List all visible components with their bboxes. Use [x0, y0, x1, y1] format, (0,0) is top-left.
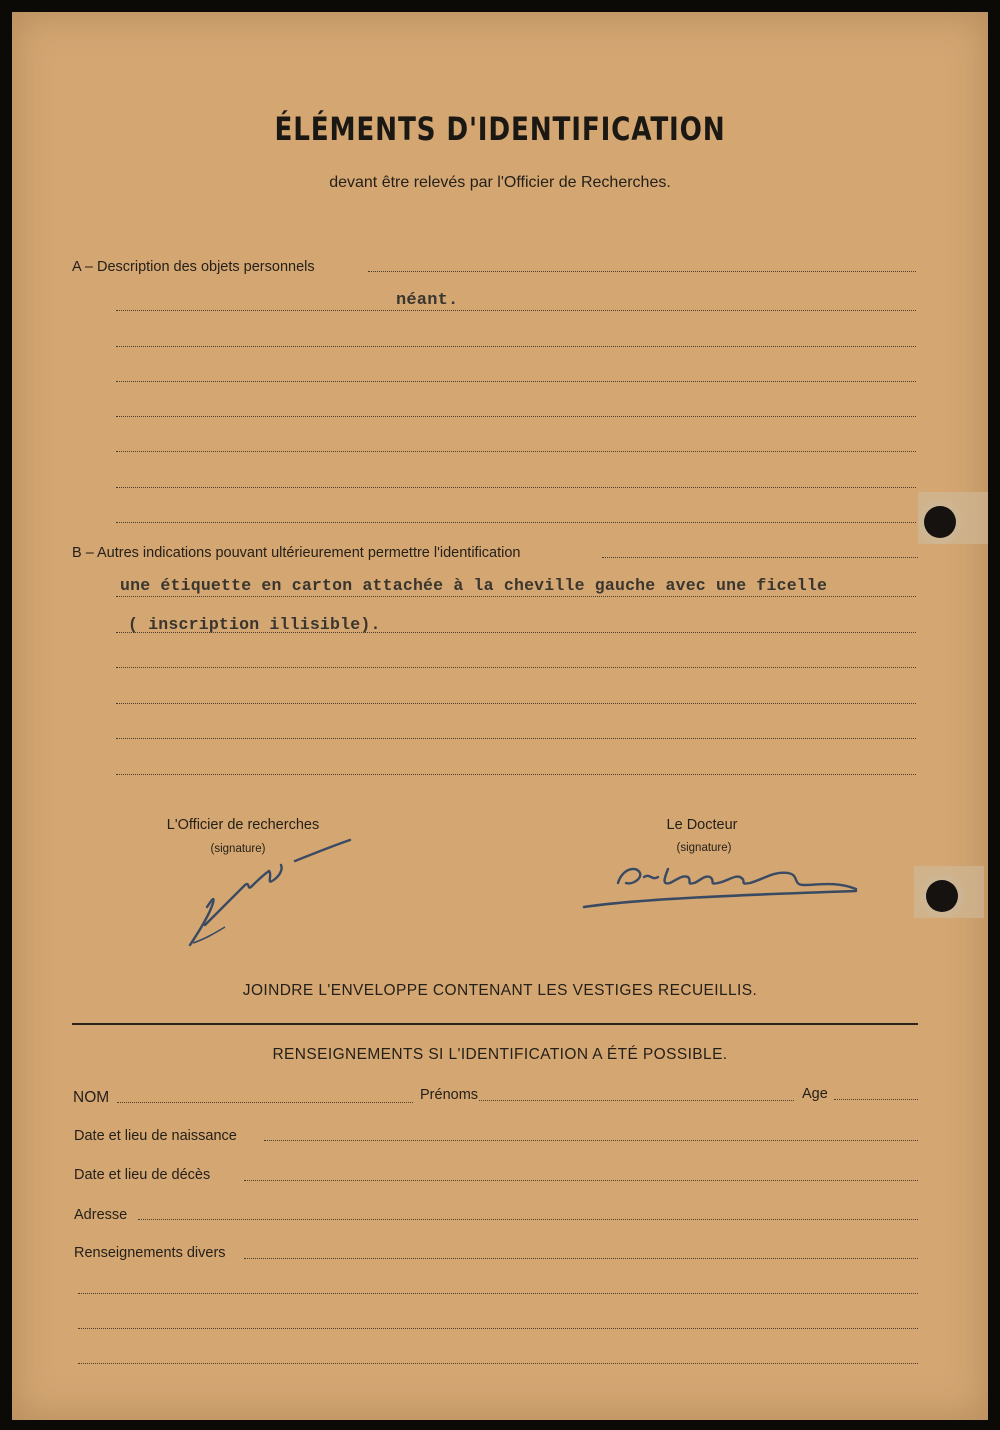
dotted-line: [116, 381, 916, 382]
officer-signature: [185, 835, 360, 955]
dotted-line: [116, 774, 916, 775]
dotted-line: [116, 667, 916, 668]
prenoms-label: Prénoms: [420, 1087, 479, 1103]
doctor-label: Le Docteur: [666, 817, 738, 833]
dotted-line: [602, 557, 918, 558]
dotted-line: [116, 596, 916, 597]
dotted-line: [368, 271, 916, 272]
officer-label: L'Officier de recherches: [166, 817, 320, 833]
section-a-typed-line: néant.: [396, 291, 459, 310]
deces-field[interactable]: [244, 1180, 918, 1181]
divers-label: Renseignements divers: [74, 1245, 226, 1261]
age-label: Age: [802, 1086, 828, 1102]
form-sheet: [12, 12, 988, 1420]
dotted-line: [116, 416, 916, 417]
dotted-line: [116, 522, 916, 523]
doctor-signature-caption: (signature): [676, 842, 732, 854]
dotted-line: [116, 346, 916, 347]
section-b-typed-line-2: ( inscription illisible).: [128, 615, 381, 634]
section-b-typed-line-1: une étiquette en carton attachée à la cheville gauche avec une ficelle: [120, 576, 828, 595]
dotted-line: [116, 632, 916, 633]
divider-line: [72, 1023, 918, 1025]
punch-hole: [924, 506, 956, 538]
dotted-line: [116, 487, 916, 488]
divers-field[interactable]: [244, 1258, 918, 1259]
dotted-line[interactable]: [78, 1363, 918, 1364]
adresse-field[interactable]: [138, 1219, 918, 1220]
nom-label: NOM: [73, 1089, 110, 1106]
dotted-line: [116, 451, 916, 452]
prenoms-field[interactable]: [479, 1100, 794, 1101]
dotted-line[interactable]: [78, 1328, 918, 1329]
dotted-line: [116, 310, 916, 311]
age-field[interactable]: [834, 1099, 918, 1100]
identification-heading: RENSEIGNEMENTS SI L'IDENTIFICATION A ÉTÉ POSSIBLE.: [272, 1046, 728, 1063]
doctor-signature: [578, 855, 863, 915]
officer-signature-caption: (signature): [210, 843, 266, 855]
envelope-note: JOINDRE L'ENVELOPPE CONTENANT LES VESTIGES RECUEILLIS.: [242, 982, 758, 999]
nom-field[interactable]: [117, 1102, 413, 1103]
dotted-line: [116, 703, 916, 704]
naissance-label: Date et lieu de naissance: [74, 1128, 237, 1144]
section-b-label: B – Autres indications pouvant ultérieurement permettre l'identification: [72, 545, 521, 561]
dotted-line: [116, 738, 916, 739]
naissance-field[interactable]: [264, 1140, 918, 1141]
form-subtitle: devant être relevés par l'Officier de Recherches.: [329, 174, 671, 191]
adresse-label: Adresse: [74, 1207, 128, 1223]
form-title: ÉLÉMENTS D'IDENTIFICATION: [274, 110, 726, 148]
dotted-line[interactable]: [78, 1293, 918, 1294]
section-a-label: A – Description des objets personnels: [72, 259, 315, 275]
deces-label: Date et lieu de décès: [74, 1167, 211, 1183]
punch-hole: [926, 880, 958, 912]
